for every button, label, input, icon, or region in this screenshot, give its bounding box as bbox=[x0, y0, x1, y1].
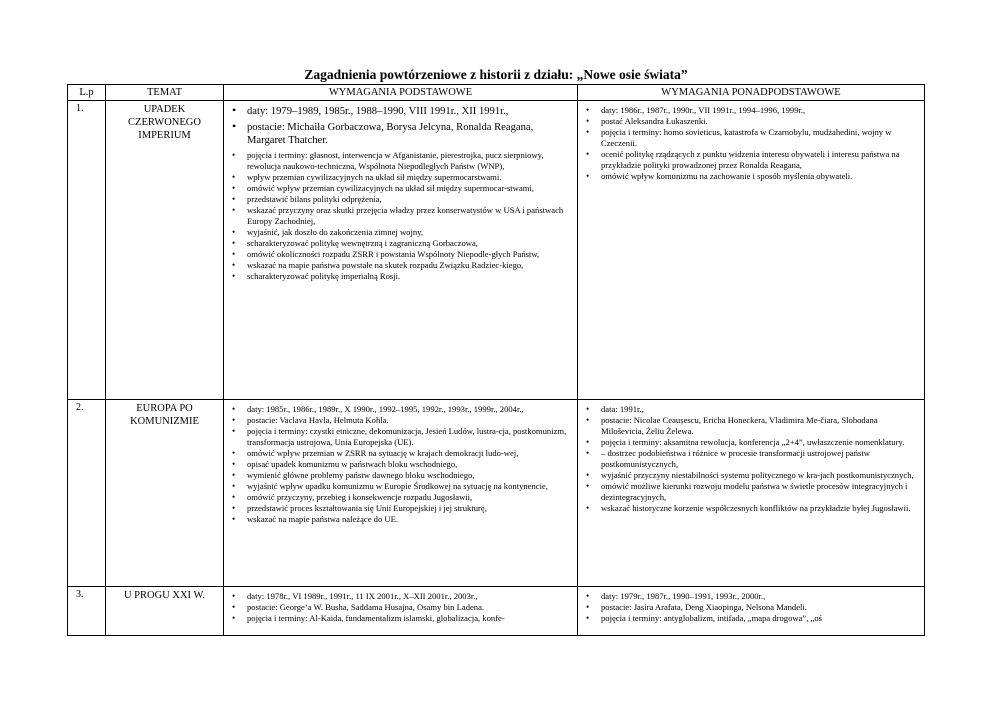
advanced-requirements-list bbox=[582, 591, 920, 624]
basic-requirements-cell bbox=[224, 587, 578, 636]
list-item: • pojęcia i terminy: głasnost, interwencja w Afganistanie, pierestrojka, pucz sierpniowy, rewolucja naukowo-techniczna, Wspólnota Niepodległych Państw (WNP), bbox=[228, 150, 573, 172]
list-item: • pojęcia i terminy: antyglobalizm, intifada, „mapa drogowa”, „oś bbox=[582, 613, 920, 624]
list-item: • postacie: Vaclava Havla, Helmuta Kohla. bbox=[228, 415, 573, 426]
list-item: • wpływ przemian cywilizacyjnych na układ sił między supermocarstwami. bbox=[228, 172, 573, 183]
list-item: • postacie: Nicolae Ceaușescu, Ericha Honeckera, Vladimira Me-čiara, Slobodana Miloševicia, Żeliu Żelewa. bbox=[582, 415, 920, 437]
list-item: • daty: 1978r., VI 1989r., 1991r., 11 IX 2001r., X–XII 2001r., 2003r., bbox=[228, 591, 573, 602]
header-lp: L.p bbox=[68, 85, 106, 101]
list-item: • pojęcia i terminy: Al-Kaida, fundamentalizm islamski, globalizacja, konfe- bbox=[228, 613, 573, 624]
basic-requirements-list bbox=[228, 591, 573, 624]
row-number: 3. bbox=[68, 587, 106, 636]
list-item: • przedstawić proces kształtowania się Unii Europejskiej i jej strukturę, bbox=[228, 503, 573, 514]
list-item: • daty: 1979r., 1987r., 1990–1991, 1993r., 2000r., bbox=[582, 591, 920, 602]
list-item: • wskazać na mapie państwa należące do UE. bbox=[228, 514, 573, 525]
list-item: • ocenić politykę rządzących z punktu widzenia interesu obywateli i interesu państwa na przykładzie polityki prowadzonej przez Ronalda Reagana, bbox=[582, 149, 920, 171]
table-header-row bbox=[68, 85, 925, 101]
list-item: • omówić przyczyny, przebieg i konsekwencje rozpadu Jugosławii, bbox=[228, 492, 573, 503]
list-item: • postacie: George’a W. Busha, Saddama Husajna, Osamy bin Ladena. bbox=[228, 602, 573, 613]
list-item: • omówić okoliczności rozpadu ZSRR i powstania Wspólnoty Niepodle-głych Państw, bbox=[228, 249, 573, 260]
list-item: • wskazać na mapie państwa powstałe na skutek rozpadu Związku Radziec-kiego, bbox=[228, 260, 573, 271]
header-ponadpodstawowe: WYMAGANIA PONADPODSTAWOWE bbox=[578, 85, 925, 101]
list-item: • data: 1991r., bbox=[582, 404, 920, 415]
advanced-requirements-cell bbox=[578, 587, 925, 636]
list-item: • wyjaśnić wpływ upadku komunizmu w Europie Środkowej na sytuację na kontynencie, bbox=[228, 481, 573, 492]
table-row bbox=[68, 400, 925, 587]
list-item: • – dostrzec podobieństwa i różnice w procesie transformacji ustrojowej państw postkomunistycznych, bbox=[582, 448, 920, 470]
header-temat: TEMAT bbox=[106, 85, 224, 101]
advanced-requirements-list bbox=[582, 404, 920, 514]
list-item: • omówić możliwe kierunki rozwoju modelu państwa w świetle procesów integracyjnych i dezintegracyjnych, bbox=[582, 481, 920, 503]
row-number: 1. bbox=[68, 101, 106, 400]
row-topic: U PROGU XXI W. bbox=[106, 587, 224, 636]
list-item: • daty: 1979–1989, 1985r., 1988–1990, VIII 1991r., XII 1991r., bbox=[228, 105, 573, 119]
list-item: • pojęcia i terminy: czystki etniczne, dekomunizacja, Jesień Ludów, lustra-cja, postkomunizm, transformacja ustrojowa, Unia Europejska (UE). bbox=[228, 426, 573, 448]
table-row bbox=[68, 101, 925, 400]
document-title: Zagadnienia powtórzeniowe z historii z działu: „Nowe osie świata” bbox=[304, 67, 688, 82]
basic-requirements-cell bbox=[224, 400, 578, 587]
list-item: • omówić wpływ przemian cywilizacyjnych na układ sił między supermocar-stwami, bbox=[228, 183, 573, 194]
basic-requirements-list bbox=[228, 105, 573, 282]
list-item: • opisać upadek komunizmu w państwach bloku wschodniego, bbox=[228, 459, 573, 470]
advanced-requirements-cell bbox=[578, 400, 925, 587]
list-item: • daty: 1986r., 1987r., 1990r., VII 1991r., 1994–1996, 1999r., bbox=[582, 105, 920, 116]
list-item: • postać Aleksandra Łukaszenki. bbox=[582, 116, 920, 127]
list-item: • wymienić główne problemy państw dawnego bloku wschodniego, bbox=[228, 470, 573, 481]
list-item: • omówić wpływ przemian w ZSRR na sytuację w krajach demokracji ludo-wej, bbox=[228, 448, 573, 459]
list-item: • wskazać historyczne korzenie współczesnych konfliktów na przykładzie byłej Jugosławii. bbox=[582, 503, 920, 514]
basic-requirements-list bbox=[228, 404, 573, 525]
list-item: • wyjaśnić przyczyny niestabilności systemu politycznego w kra-jach postkomunistycznych, bbox=[582, 470, 920, 481]
advanced-requirements-cell bbox=[578, 101, 925, 400]
list-item: • postacie: Michaiła Gorbaczowa, Borysa Jelcyna, Ronalda Reagana, Margaret Thatcher. bbox=[228, 121, 573, 148]
list-item: • postacie: Jasira Arafata, Deng Xiaopinga, Nelsona Mandeli. bbox=[582, 602, 920, 613]
advanced-requirements-list bbox=[582, 105, 920, 182]
list-item: • scharakteryzować politykę imperialną Rosji. bbox=[228, 271, 573, 282]
header-podstawowe: WYMAGANIA PODSTAWOWE bbox=[224, 85, 578, 101]
requirements-table bbox=[67, 84, 925, 636]
list-item: • pojęcia i terminy: homo sovieticus, katastrofa w Czarnobylu, mudżahedini, wojny w Czeczenii. bbox=[582, 127, 920, 149]
list-item: • daty: 1985r., 1986r., 1989r., X 1990r., 1992–1995, 1992r., 1993r., 1999r., 2004r., bbox=[228, 404, 573, 415]
list-item: • wyjaśnić, jak doszło do zakończenia zimnej wojny, bbox=[228, 227, 573, 238]
list-item: • scharakteryzować politykę wewnętrzną i zagraniczną Gorbaczowa, bbox=[228, 238, 573, 249]
basic-requirements-cell bbox=[224, 101, 578, 400]
list-item: • omówić wpływ komunizmu na zachowanie i sposób myślenia obywateli. bbox=[582, 171, 920, 182]
table-row bbox=[68, 587, 925, 636]
list-item: • wskazać przyczyny oraz skutki przejęcia władzy przez konserwatystów w USA i państwach Europy Zachodniej, bbox=[228, 205, 573, 227]
list-item: • pojęcia i terminy: aksamitna rewolucja, konferencja „2+4”, uwłaszczenie nomenklatury. bbox=[582, 437, 920, 448]
list-item: • przedstawić bilans polityki odprężenia, bbox=[228, 194, 573, 205]
row-number: 2. bbox=[68, 400, 106, 587]
row-topic: UPADEK CZERWONEGO IMPERIUM bbox=[106, 101, 224, 400]
row-topic: EUROPA PO KOMUNIZMIE bbox=[106, 400, 224, 587]
